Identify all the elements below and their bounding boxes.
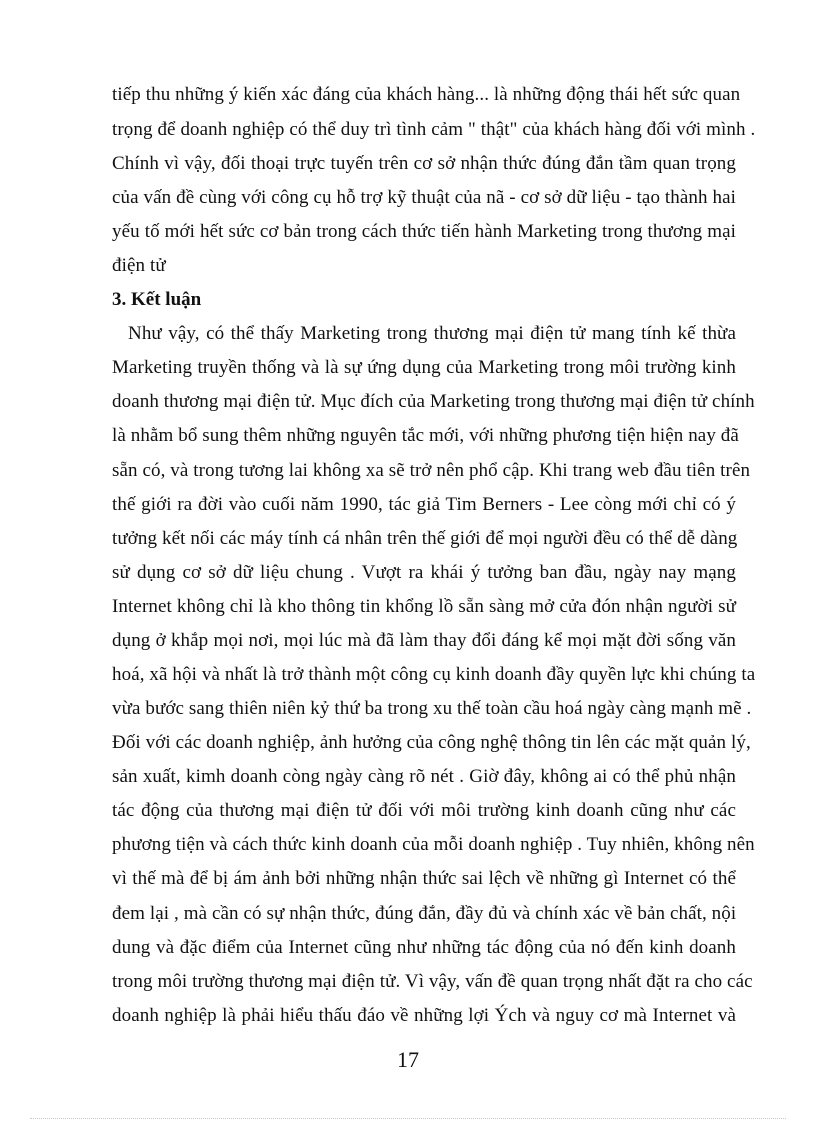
intro-line-4: của vấn đề cùng với công cụ hỗ trợ kỹ thuật của nã - cơ sở dữ liệu - tạo thành hai (112, 187, 736, 208)
intro-line-5: yếu tố mới hết sức cơ bản trong cách thức tiến hành Marketing trong thương mại (112, 221, 736, 242)
conclusion-line-7: tưởng kết nối các máy tính cá nhân trên thế giới để mọi người đều có thể dễ dàng (112, 528, 738, 549)
intro-line-1: tiếp thu những ý kiến xác đáng của khách hàng... là những động thái hết sức quan (112, 84, 741, 105)
conclusion-line-17: vì thế mà để bị ám ảnh bởi những nhận thức sai lệch về những gì Internet có thể (112, 868, 736, 889)
conclusion-line-13: Đối với các doanh nghiệp, ảnh hưởng của công nghệ thông tin lên các mặt quản lý, (112, 732, 751, 753)
conclusion-line-18: đem lại , mà cần có sự nhận thức, đúng đắn, đầy đủ và chính xác về bản chất, nội (112, 903, 737, 924)
conclusion-line-4: là nhằm bổ sung thêm những nguyên tắc mới, với những phương tiện hiện nay đã (112, 425, 739, 446)
intro-line-3: Chính vì vậy, đối thoại trực tuyến trên cơ sở nhận thức đúng đắn tầm quan trọng (112, 153, 736, 174)
conclusion-line-8: sử dụng cơ sở dữ liệu chung . Vượt ra khái ý tưởng ban đầu, ngày nay mạng (112, 562, 736, 583)
conclusion-line-2: Marketing truyền thống và là sự ứng dụng của Marketing trong môi trường kinh (112, 357, 736, 378)
page-bottom-divider (30, 1118, 786, 1119)
section-heading: 3. Kết luận (112, 289, 202, 310)
conclusion-line-16: phương tiện và cách thức kinh doanh của mỗi doanh nghiệp . Tuy nhiên, không nên (112, 834, 755, 855)
conclusion-line-20: trong môi trường thương mại điện tử. Vì vậy, vấn đề quan trọng nhất đặt ra cho các (112, 971, 753, 992)
conclusion-line-1: Như vậy, có thể thấy Marketing trong thương mại điện tử mang tính kế thừa (128, 323, 736, 344)
conclusion-line-19: dung và đặc điểm của Internet cũng như những tác động của nó đến kinh doanh (112, 937, 736, 958)
conclusion-line-11: hoá, xã hội và nhất là trở thành một công cụ kinh doanh đầy quyền lực khi chúng ta (112, 664, 756, 685)
intro-line-6: điện tử (112, 255, 166, 276)
conclusion-line-9: Internet không chỉ là kho thông tin khổng lồ sẵn sàng mở cửa đón nhận người sử (112, 596, 736, 617)
page-number: 17 (397, 1047, 419, 1072)
conclusion-line-3: doanh thương mại điện tử. Mục đích của Marketing trong thương mại điện tử chính (112, 391, 755, 412)
conclusion-line-14: sản xuất, kimh doanh còng ngày càng rõ nét . Giờ đây, không ai có thể phủ nhận (112, 766, 736, 787)
conclusion-line-15: tác động của thương mại điện tử đối với môi trường kinh doanh cũng như các (112, 800, 736, 821)
conclusion-line-10: dụng ở khắp mọi nơi, mọi lúc mà đã làm thay đổi đáng kể mọi mặt đời sống văn (112, 630, 736, 651)
conclusion-line-12: vừa bước sang thiên niên kỷ thứ ba trong xu thế toàn cầu hoá ngày càng mạnh mẽ . (112, 698, 752, 719)
conclusion-line-5: sẵn có, và trong tương lai không xa sẽ trở nên phổ cập. Khi trang web đầu tiên trên (112, 460, 751, 481)
intro-line-2: trọng để doanh nghiệp có thể duy trì tình cảm " thật" của khách hàng đối với mình . (112, 119, 756, 140)
conclusion-line-6: thế giới ra đời vào cuối năm 1990, tác giả Tim Berners - Lee còng mới chỉ có ý (112, 494, 736, 515)
conclusion-line-21: doanh nghiệp là phải hiểu thấu đáo về những lợi Ých và nguy cơ mà Internet và (112, 1005, 736, 1026)
